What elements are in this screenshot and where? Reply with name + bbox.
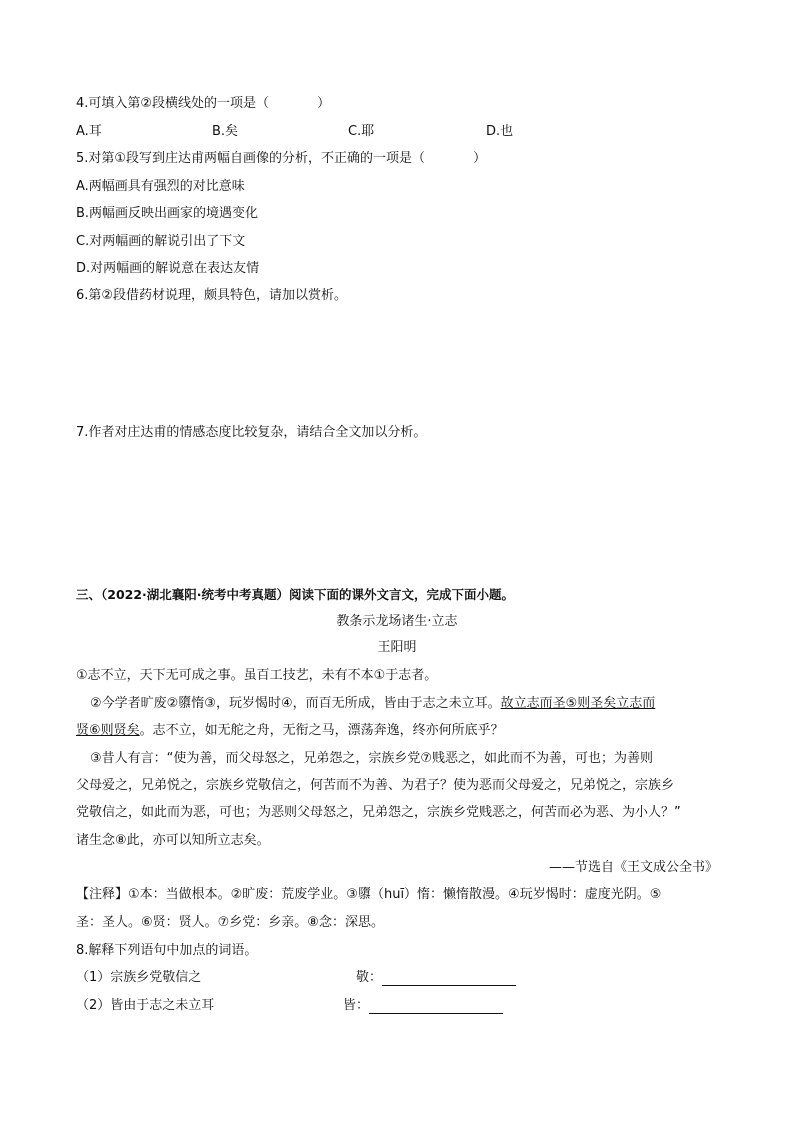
option-c[interactable]: C.耶 (348, 124, 375, 139)
paragraph-2-line-2: 贤⑥则贤矣。志不立，如无舵之舟，无衔之马，漂荡奔逸，终亦何所底乎？ (76, 723, 504, 738)
underlined-sentence: 故立志而圣⑤则圣矣立志而 (500, 696, 656, 711)
paragraph-3-line-4: 诸生念⑧此，亦可以知所立志矣。 (76, 833, 270, 848)
question-7-stem: 7.作者对庄达甫的情感态度比较复杂，请结合全文加以分析。 (76, 425, 427, 440)
notes-line-2: 圣：圣人。⑥贤：贤人。⑦乡党：乡亲。⑧念：深思。 (76, 915, 384, 930)
question-5-stem: 5.对第①段写到庄达甫两幅自画像的分析，不正确的一项是（ ） (76, 151, 487, 166)
passage-title: 教条示龙场诸生·立志 (336, 614, 458, 629)
answer-blank[interactable] (369, 1001, 503, 1014)
option-b[interactable]: B.两幅画反映出画家的境遇变化 (76, 206, 259, 221)
option-c[interactable]: C.对两幅画的解说引出了下文 (76, 234, 246, 249)
answer-blank[interactable] (382, 973, 516, 986)
q8-item-1-sentence: （1）宗族乡党敬信之 (76, 970, 202, 985)
option-a[interactable]: A.两幅画具有强烈的对比意味 (76, 179, 245, 194)
option-a[interactable]: A.耳 (76, 124, 102, 139)
paragraph-3-line-3: 党敬信之，如此而为恶，可也；为恶则父母怒之，兄弟怨之，宗族乡党贱恶之，何苦而必为恶、为小人？” (76, 805, 681, 820)
paragraph-1: ①志不立，天下无可成之事。虽百工技艺，未有不本①于志者。 (76, 668, 438, 683)
q8-item-2-sentence: （2）皆由于志之未立耳 (76, 998, 215, 1013)
paragraph-3-line-1: ③昔人有言：“使为善，而父母怒之，兄弟怨之，宗族乡党⑦贱恶之，如此而不为善，可也；为善则 (90, 751, 654, 766)
option-d[interactable]: D.对两幅画的解说意在表达友情 (76, 261, 260, 276)
q8-item-1-answer: 敬： (356, 970, 516, 986)
q8-item-2-answer: 皆： (343, 998, 503, 1014)
question-8-stem: 8.解释下列语句中加点的词语。 (76, 943, 258, 958)
paragraph-3-line-2: 父母爱之，兄弟悦之，宗族乡党敬信之，何苦而不为善、为君子？使为恶而父母爱之，兄弟悦之，宗族乡 (76, 778, 675, 793)
section-heading: 三、（2022·湖北襄阳·统考中考真题）阅读下面的课外文言文，完成下面小题。 (76, 587, 515, 602)
option-d[interactable]: D.也 (486, 124, 514, 139)
option-b[interactable]: B.矣 (212, 124, 239, 139)
question-4-stem: 4.可填入第②段横线处的一项是（ ） (76, 96, 331, 111)
notes-line-1: 【注释】①本：当做根本。②旷废：荒废学业。③隳（huī）惰：懒惰散漫。④玩岁愒时：虚度光阴。⑤ (76, 887, 662, 902)
underlined-sentence: 贤⑥则贤矣 (76, 723, 140, 738)
question-6-stem: 6.第②段借药材说理，颇具特色，请加以赏析。 (76, 288, 348, 303)
paragraph-2-line-1: ②今学者旷废②隳惰③，玩岁愒时④，而百无所成，皆由于志之未立耳。故立志而圣⑤则圣矣立志而 (90, 696, 656, 711)
passage-source: ——节选自《王文成公全书》 (548, 860, 718, 875)
passage-author: 王阳明 (377, 640, 417, 655)
